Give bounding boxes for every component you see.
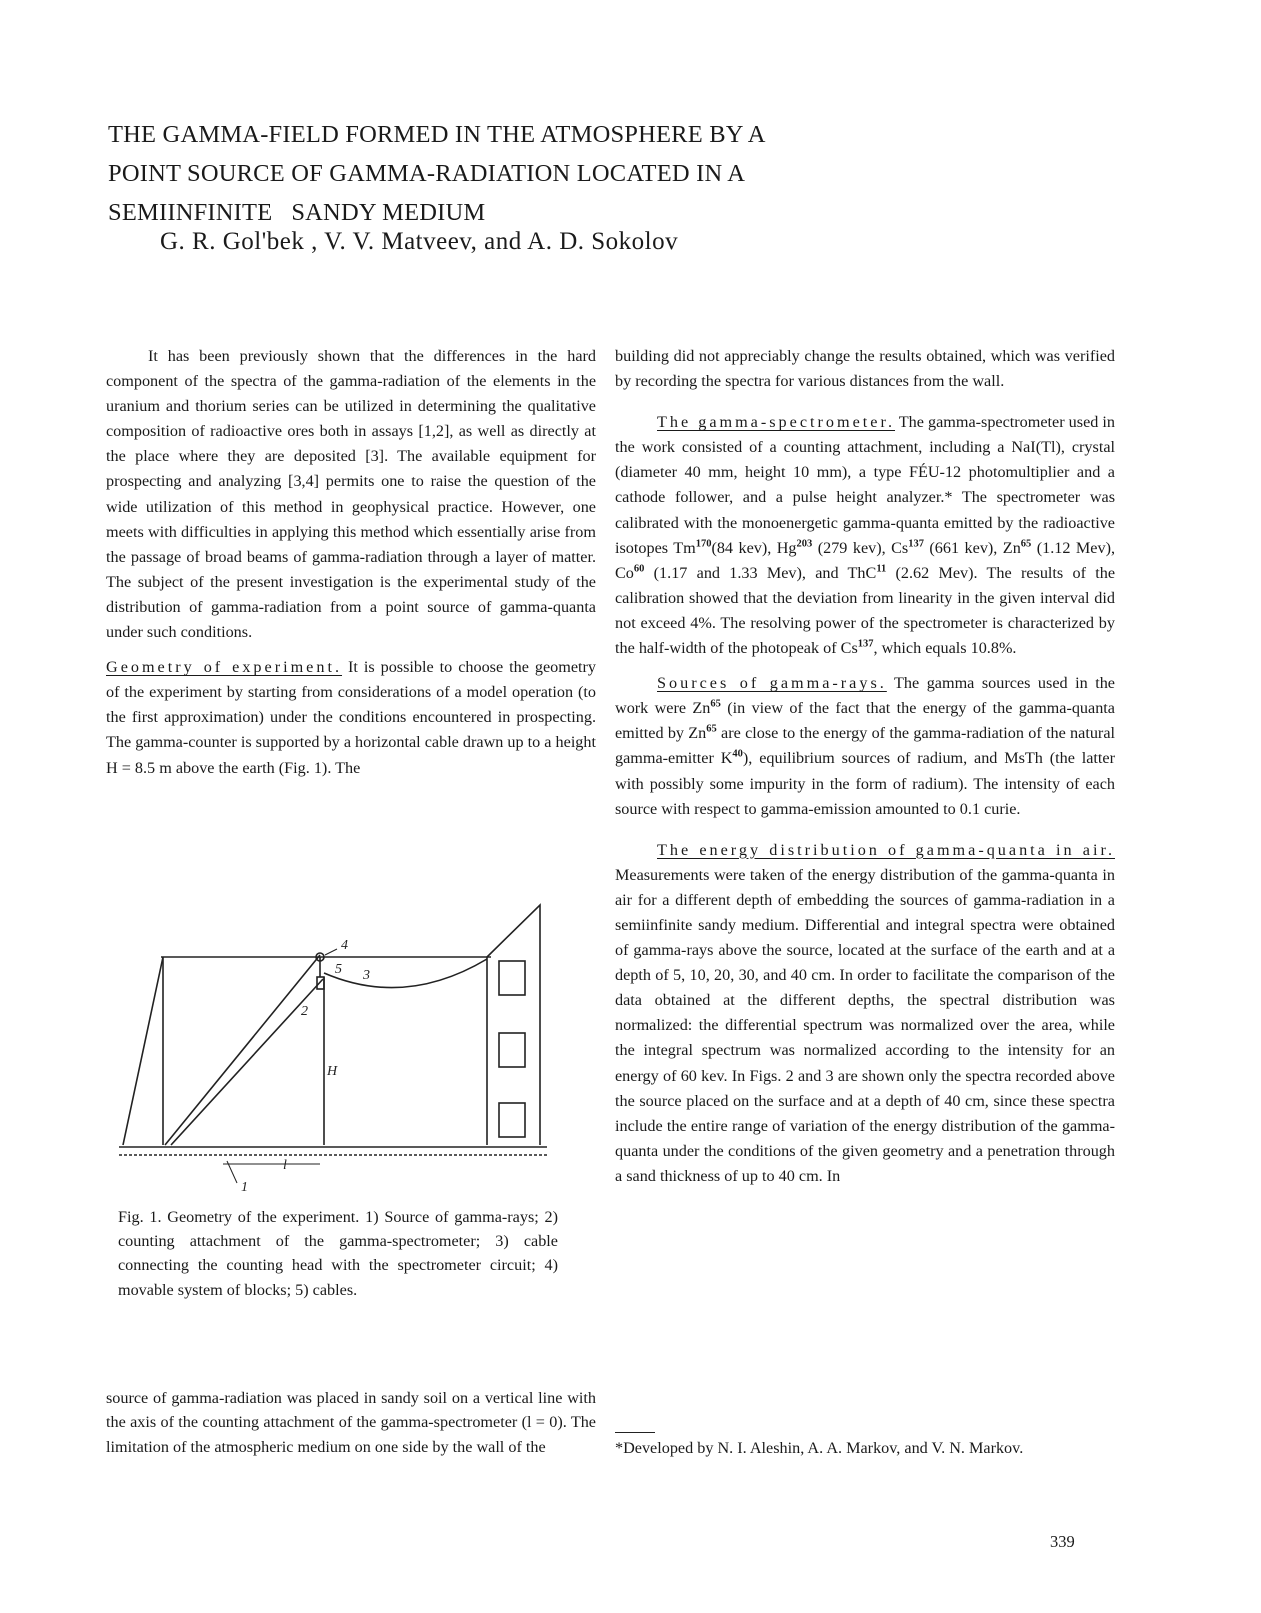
fig-label-5: 5 <box>335 962 342 977</box>
energy-text: Measurements were taken of the energy distribution of the gamma-quanta in air for a different depth of embedding the sources of gamma-radiation in a semiinfinite sandy medium. Differential and integral spectra were obtained of gamma-rays above the source, located at the surface of the earth and at a depth of 5, 10, 20, 30, and 40 cm. In order to facilitate the comparison of the data obtained at the different depths, the spectral distribution was normalized: the differential spectrum was normalized over the area, while the integral spectrum was normalized according to the intensity for an energy of 60 kev. In Figs. 2 and 3 are shown only the spectra recorded above the source placed on the surface and at a depth of 40 cm, since these spectra include the entire range of variation of the energy distribution of the gamma-quanta under the conditions of the given geometry and a penetration through a sand thickness of up to 40 cm. In <box>615 865 1115 1185</box>
sup-zn2: 65 <box>710 698 721 710</box>
figure-caption: Fig. 1. Geometry of the experiment. 1) Source of gamma-rays; 2) counting attachment of the gamma-spectrometer; 3) cable connecting the counting head with the spectrometer circuit; 4) movable system of blocks; 5) cables. <box>118 1208 558 1299</box>
footnote-rule <box>615 1432 655 1433</box>
building-window-2 <box>499 1033 525 1067</box>
sup-thc: 11 <box>876 563 887 575</box>
sup-tm: 170 <box>695 538 712 550</box>
spectrometer-heading: The gamma-spectrometer. <box>657 413 896 432</box>
sup-cs2: 137 <box>857 638 874 650</box>
left-bottom-paragraph: source of gamma-radiation was placed in sandy soil on a vertical line with the axis of the counting attachment of the gamma-spectrometer (l = 0). The limitation of the atmospheric medium on one side by the wall of the <box>106 1389 596 1456</box>
energy-heading: The energy distribution of gamma-quanta in air. <box>657 840 1115 859</box>
spec-text-d: (661 kev), Zn <box>923 538 1021 557</box>
fig-label-4: 4 <box>341 938 348 953</box>
sup-hg: 203 <box>796 538 813 550</box>
src-text-c: are close to the energy of the gamma-radiation of the natural gamma-emitter K <box>615 724 1116 768</box>
geometry-paragraph <box>106 655 596 780</box>
paper-title <box>108 115 1008 232</box>
src-text-d: ), equilibrium sources of radium, and MsTh (the latter with possibly some impurity in the form of radium). The intensity of each source with respect to gamma-emission amounted to 0.1 curie. <box>615 749 1115 818</box>
cable-3 <box>324 959 487 988</box>
spec-text-g: (2.62 Mev). The results of the calibration showed that the deviation from linearity in the given interval did not exceed 4%. The resolving power of the spectrometer is characterized by the half-width of the photopeak of Cs <box>615 563 1115 658</box>
building-window-1 <box>499 961 525 995</box>
src-text-b: (in view of the fact that the energy of the gamma-quanta emitted by Zn <box>615 699 1115 743</box>
diagonal-cable-a <box>165 955 320 1145</box>
fig-label-h: H <box>327 1064 338 1079</box>
fig-label-1: 1 <box>241 1180 248 1193</box>
figure-1-diagram <box>115 893 555 1193</box>
geometry-heading: Geometry of experiment. <box>106 658 343 677</box>
fig-label-3: 3 <box>363 968 370 983</box>
spec-text-c: (279 kev), Cs <box>812 538 909 557</box>
sources-heading: Sources of gamma-rays. <box>657 674 887 693</box>
fig-label-2: 2 <box>301 1004 308 1019</box>
fig-label-l: l <box>283 1158 287 1173</box>
spectrometer-paragraph <box>615 410 1115 661</box>
sup-cs: 137 <box>908 538 924 550</box>
spec-text-b: (84 kev), Hg <box>711 538 797 557</box>
building-outline <box>487 905 540 1145</box>
spec-text-h: , which equals 10.8%. <box>873 639 1017 658</box>
sup-co: 60 <box>633 563 645 575</box>
intro-paragraph: It has been previously shown that the differences in the hard component of the spectra of the gamma-radiation of the elements in the uranium and thorium series can be utilized in determining the qualitative composition of radioactive ores both in assays [1,2], as well as directly at the place where they are deposited [3]. The available equipment for prospecting and analyzing [3,4] permits one to raise the question of the wide utilization of this method in geophysical practice. However, one meets with difficulties in applying this method which essentially arise from the passage of broad beams of gamma-radiation through a layer of matter. The subject of the present investigation is the experimental study of the distribution of gamma-radiation from a point source of gamma-quanta under such conditions. <box>106 347 596 642</box>
title-line-1: THE GAMMA-FIELD FORMED IN THE ATMOSPHERE BY A <box>108 121 766 148</box>
spec-text-a: The gamma-spectrometer used in the work consisted of a counting attachment, including a NaI(Tl), crystal (diameter 40 mm, height 10 mm), a type FÉU-12 photomultiplier and a cathode follower, and a pulse height analyzer.* The spectrometer was calibrated with the monoenergetic gamma-quanta emitted by the radioactive isotopes Tm <box>615 413 1115 557</box>
sup-zn3: 65 <box>706 723 717 735</box>
geometry-text: It is possible to choose the geometry of the experiment by starting from considerations of a model operation (to the first approximation) under the conditions encountered in prospecting. The gamma-counter is supported by a horizontal cable drawn up to a height H = 8.5 m above the earth (Fig. 1). The <box>106 658 596 777</box>
footnote: *Developed by N. I. Aleshin, A. A. Markov, and V. N. Markov. <box>615 1439 1024 1457</box>
spec-text-f: (1.17 and 1.33 Mev), and ThC <box>644 563 877 582</box>
title-line-3: SEMIINFINITE SANDY MEDIUM <box>108 199 486 226</box>
building-window-3 <box>499 1103 525 1137</box>
sup-k: 40 <box>732 749 743 761</box>
src-text-a: The gamma sources used in the work were Zn <box>615 674 1115 718</box>
authors: G. R. Gol'bek , V. V. Matveev, and A. D. Sokolov <box>160 228 679 255</box>
energy-paragraph <box>615 838 1115 1189</box>
left-guy-wire <box>123 957 163 1145</box>
spec-text-e: (1.12 Mev), Co <box>615 538 1116 582</box>
counting-attachment <box>317 977 324 989</box>
title-line-2: POINT SOURCE OF GAMMA-RADIATION LOCATED IN A <box>108 160 746 187</box>
page-number: 339 <box>1050 1532 1075 1551</box>
left-column <box>106 344 596 781</box>
sources-paragraph <box>615 671 1115 822</box>
sup-zn: 65 <box>1020 538 1032 550</box>
label-4-pointer <box>325 949 337 955</box>
right-column <box>615 344 1115 1189</box>
wall-paragraph: building did not appreciably change the results obtained, which was verified by recording the spectra for various distances from the wall. <box>615 347 1115 391</box>
